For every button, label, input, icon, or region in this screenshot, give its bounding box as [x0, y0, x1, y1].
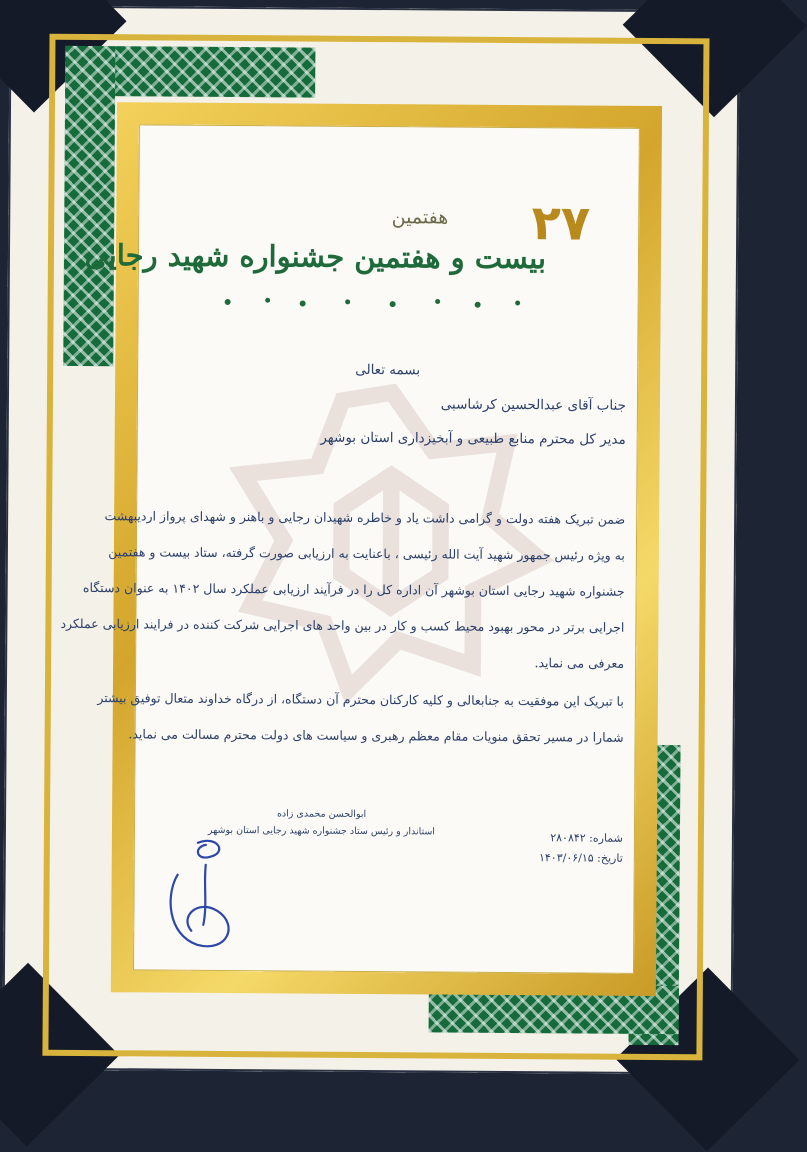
calligraphy-dots-icon — [208, 295, 538, 311]
certificate-frame — [2, 5, 739, 1074]
body-line-3: جشنواره شهید رجایی استان بوشهر آن اداره کل را در فرآیند ارزیابی عملکرد سال ۱۴۰۲ به عنوان دستگاه — [82, 579, 625, 599]
body-line-1: ضمن تبریک هفته دولت و گرامی داشت یاد و خاطره شهیدان رجایی و باهنر و شهدای پرواز اردیبهشت — [104, 508, 626, 527]
closing-line-2: شمارا در مسیر تحقق منویات مقام معظم رهبری و سیاست های دولت محترم مسالت می نماید. — [128, 726, 624, 745]
inner-gold-mat — [60, 102, 662, 996]
document-number: شماره: ۲۸۰۸۴۲ — [550, 831, 623, 845]
title-main: بیست و هفتمین جشنواره شهید رجایی — [84, 237, 547, 276]
signer-title: استاندار و رئیس ستاد جشنواره شهید رجایی استان بوشهر — [207, 824, 436, 838]
closing-line-1: با تبریک این موفقیت به جنابعالی و کلیه کارکنان محترم آن دستگاه، از درگاه خداوند متعال توفیق بیشتر — [97, 690, 624, 709]
invocation: بسمه تعالی — [355, 361, 421, 379]
body-line-4: اجرایی برتر در محور بهبود محیط کسب و کار در بین واحد های اجرایی شرکت کننده در فرایند ارزیابی عملکرد — [60, 615, 625, 635]
emblem-watermark-icon — [225, 375, 557, 707]
certificate-paper — [60, 124, 640, 973]
body-line-5: معرفی می نماید. — [534, 655, 625, 671]
document-date: تاریخ: ۱۴۰۳/۰۶/۱۵ — [538, 851, 623, 865]
signer-name: ابوالحسن محمدی زاده — [276, 808, 367, 820]
green-pattern-band-left — [63, 46, 115, 366]
recipient-name: جناب آقای عبدالحسین کرشاسبی — [440, 396, 626, 414]
signer-block — [208, 808, 435, 838]
title-number: ۲۷ — [531, 195, 591, 252]
signature-icon — [157, 835, 248, 956]
festival-title — [84, 185, 598, 328]
title-ordinal: هفتمین — [391, 206, 449, 229]
recipient-title: مدیر کل محترم منابع طبیعی و آبخیزداری استان بوشهر — [320, 429, 626, 448]
body-line-2: به ویژه رئیس جمهور شهید آیت الله رئیسی ، باعنایت به ارزیابی صورت گرفته، ستاد بیست و هفتمین — [108, 544, 625, 563]
